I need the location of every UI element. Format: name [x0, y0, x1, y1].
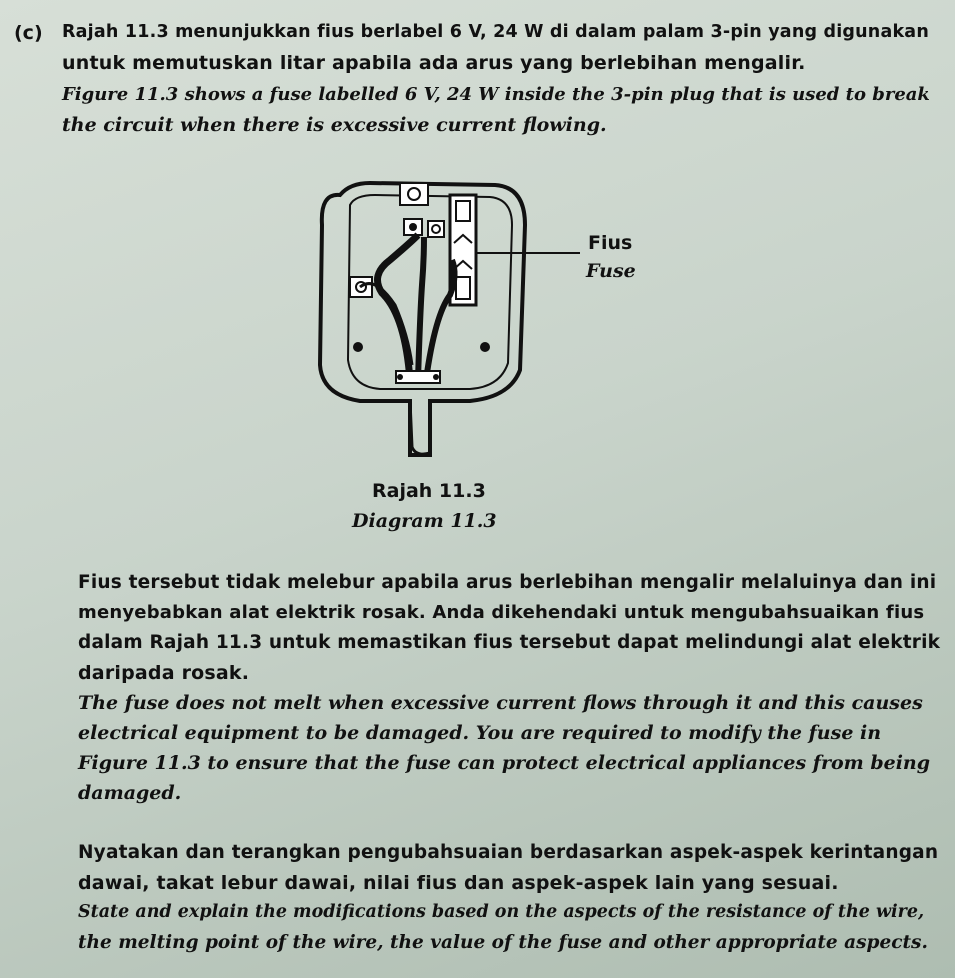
para3-malay-line-1: Nyatakan dan terangkan pengubahsuaian berdasarkan aspek-aspek kerintangan	[78, 842, 939, 863]
para2-english-line-4: damaged.	[78, 782, 182, 804]
para2-malay-line-3: dalam Rajah 11.3 untuk memastikan fius tersebut dapat melindungi alat elektrik	[78, 632, 941, 653]
figure-caption-malay: Rajah 11.3	[372, 480, 486, 502]
para3-english-line-1: State and explain the modifications based on the aspects of the resistance of the wire,	[78, 902, 925, 922]
para2-malay-line-2: menyebabkan alat elektrik rosak. Anda dikehendaki untuk mengubahsuaikan fius	[78, 602, 925, 623]
para3-malay-line-2: dawai, takat lebur dawai, nilai fius dan aspek-aspek lain yang sesuai.	[78, 872, 839, 894]
question-label: (c)	[14, 22, 43, 44]
para2-english-line-2: electrical equipment to be damaged. You are required to modify the fuse in	[78, 722, 882, 744]
fuse-label-english: Fuse	[586, 260, 636, 282]
para3-english-line-2: the melting point of the wire, the value of the fuse and other appropriate aspects.	[78, 932, 928, 953]
plug-diagram	[300, 165, 660, 465]
intro-malay-line-1: Rajah 11.3 menunjukkan fius berlabel 6 V, 24 W di dalam palam 3-pin yang digunakan	[62, 22, 929, 42]
para2-english-line-3: Figure 11.3 to ensure that the fuse can protect electrical appliances from being	[78, 752, 931, 774]
intro-malay-line-2: untuk memutuskan litar apabila ada arus yang berlebihan mengalir.	[62, 52, 806, 74]
figure-caption-english: Diagram 11.3	[352, 510, 497, 532]
para2-english-line-1: The fuse does not melt when excessive current flows through it and this causes	[78, 692, 923, 714]
intro-english-line-1: Figure 11.3 shows a fuse labelled 6 V, 24 W inside the 3-pin plug that is used to break	[62, 84, 930, 105]
intro-english-line-2: the circuit when there is excessive current flowing.	[62, 114, 607, 136]
para2-malay-line-4: daripada rosak.	[78, 662, 250, 684]
fuse-label-malay: Fius	[588, 232, 633, 254]
para2-malay-line-1: Fius tersebut tidak melebur apabila arus berlebihan mengalir melaluinya dan ini	[78, 572, 937, 593]
